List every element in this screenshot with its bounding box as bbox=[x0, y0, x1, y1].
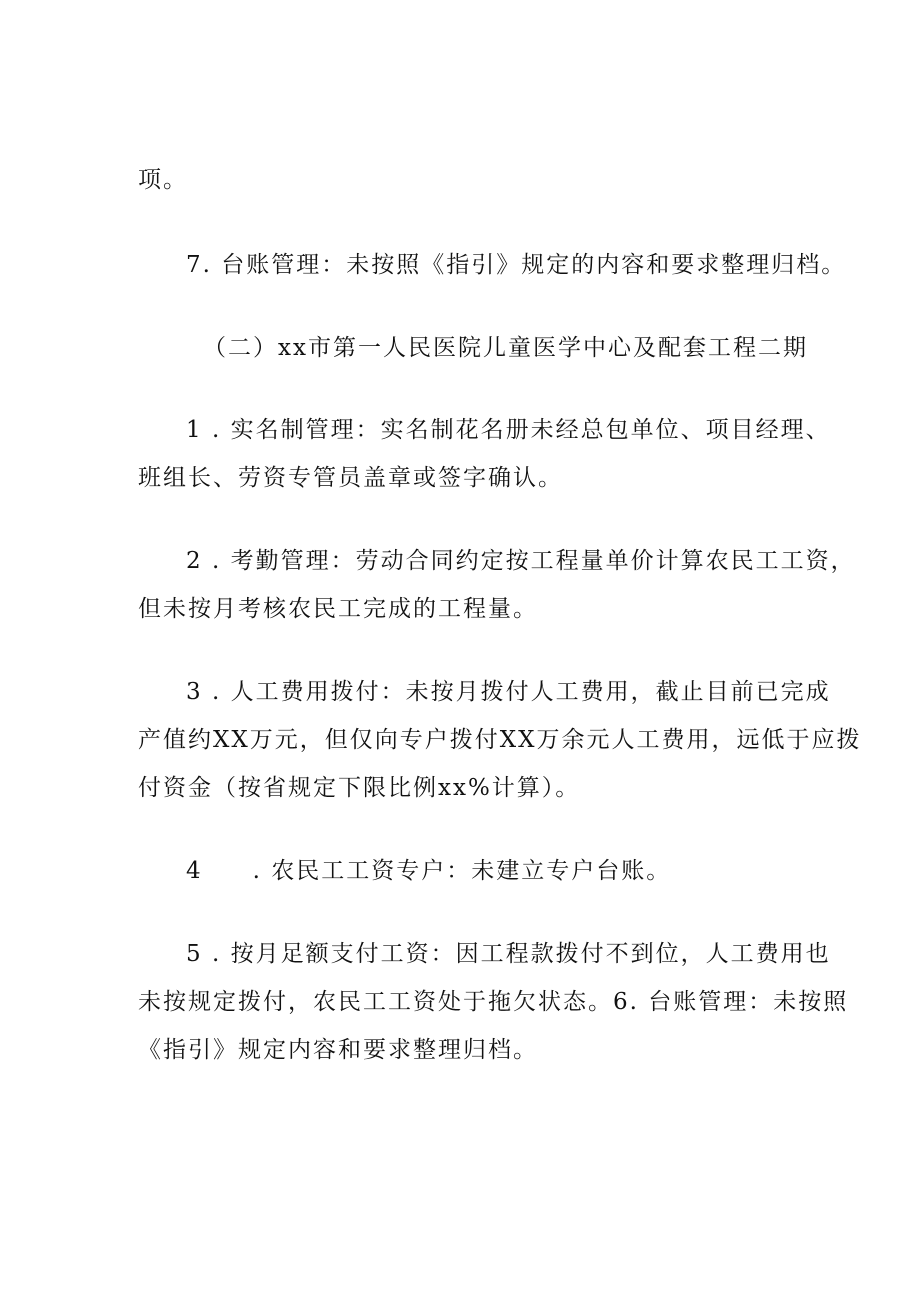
text-line-labor-cost-payment-cont: 产值约XX万元，但仅向专户拨付XX万余元人工费用，远低于应拨 bbox=[138, 727, 862, 753]
text-line-real-name-management: 1 . 实名制管理：实名制花名册未经总包单位、项目经理、 bbox=[186, 417, 831, 443]
text-line-ledger-management-end: 《指引》规定内容和要求整理归档。 bbox=[138, 1037, 538, 1063]
section-heading-hospital-project: （二）xx市第一人民医院儿童医学中心及配套工程二期 bbox=[203, 335, 808, 361]
text-line-monthly-wage-payment: 5 . 按月足额支付工资：因工程款拨付不到位，人工费用也 bbox=[186, 941, 831, 967]
text-line-labor-cost-payment-end: 付资金（按省规定下限比例xx%计算）。 bbox=[138, 775, 581, 801]
text-line-wage-account: 4 . 农民工工资专户：未建立专户台账。 bbox=[186, 858, 672, 884]
text-line-attendance-management-cont: 但未按月考核农民工完成的工程量。 bbox=[138, 596, 538, 622]
text-line-monthly-wage-payment-cont: 未按规定拨付，农民工工资处于拖欠状态。6. 台账管理：未按照 bbox=[138, 989, 849, 1015]
text-line-real-name-management-cont: 班组长、劳资专管员盖章或签字确认。 bbox=[138, 465, 563, 491]
text-line-ledger-management: 7. 台账管理：未按照《指引》规定的内容和要求整理归档。 bbox=[186, 252, 847, 278]
text-line-item-continuation: 项。 bbox=[138, 167, 188, 193]
text-line-attendance-management: 2 . 考勤管理：劳动合同约定按工程量单价计算农民工工资， bbox=[186, 548, 856, 574]
text-line-labor-cost-payment: 3 . 人工费用拨付：未按月拨付人工费用，截止目前已完成 bbox=[186, 679, 831, 705]
